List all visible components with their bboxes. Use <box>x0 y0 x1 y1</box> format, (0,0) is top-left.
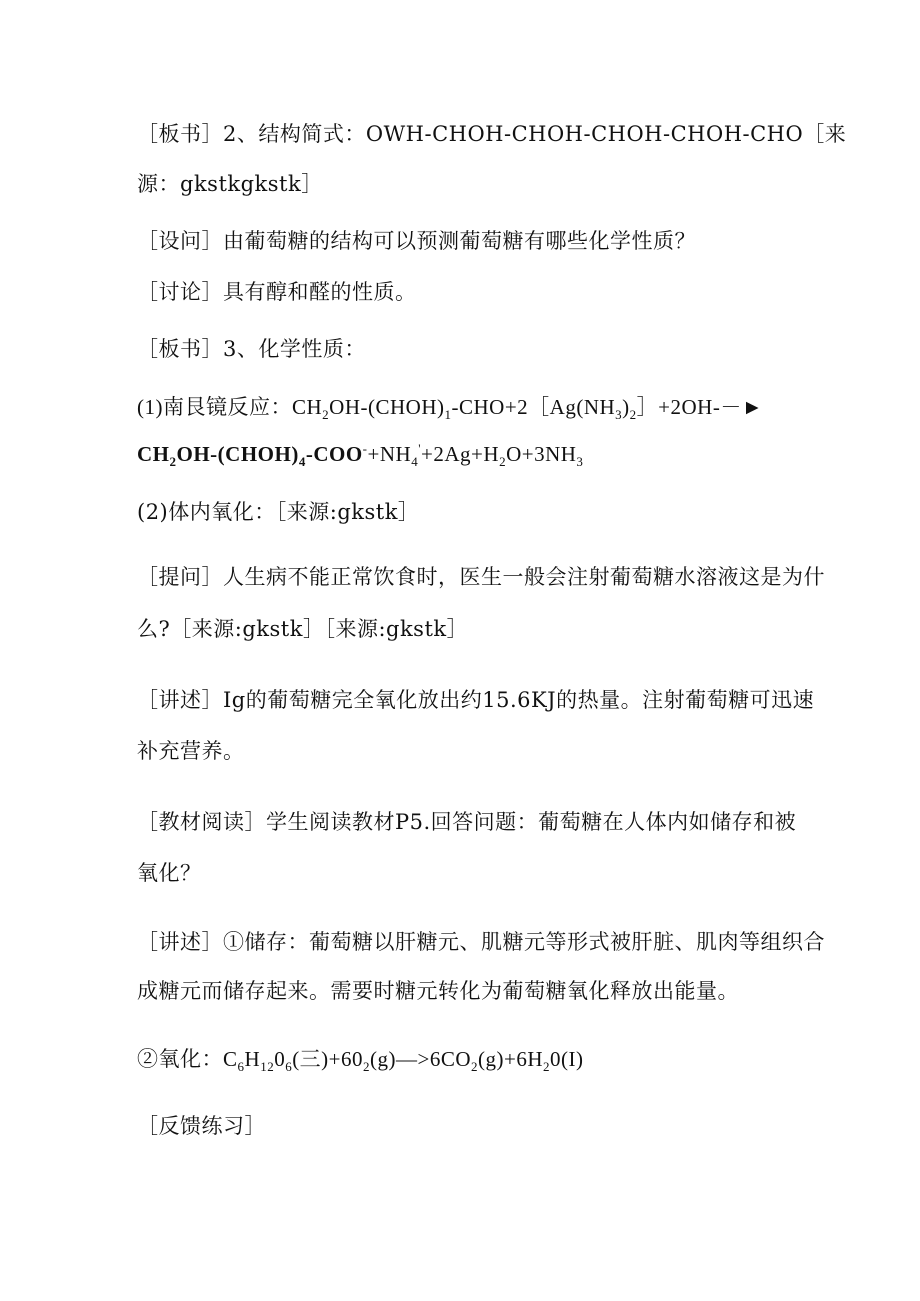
formula-text: (g)+6H <box>478 1047 544 1071</box>
subscript: 3 <box>576 454 584 470</box>
formula-text: OH-(CHOH) <box>329 395 445 419</box>
formula-text: CH <box>137 442 170 466</box>
source-line: 源：gkstkgkstk］ <box>137 172 323 196</box>
formula-text: +NH <box>367 442 412 466</box>
subscript: 12 <box>260 1059 275 1075</box>
formula-text: -CHO+2［Ag(NH <box>451 395 616 419</box>
subscript: 2 <box>322 407 330 423</box>
formula-text: (三)+60 <box>292 1047 364 1071</box>
lecture-storage-cont-line: 成糖元而储存起来。需要时糖元转化为葡萄糖氧化释放出能量。 <box>137 979 739 1003</box>
blackboard-structure-line: ［板书］2、结构简式：OWH-CHOH-CHOH-CHOH-CHOH-CHO［来 <box>137 122 847 146</box>
oxidation-equation-line <box>137 1045 584 1073</box>
formula-text: 0(I) <box>550 1047 584 1071</box>
subscript: 1 <box>444 407 452 423</box>
subscript: 4 <box>411 454 419 470</box>
formula-text: ) <box>622 395 630 419</box>
textbook-reading-line: ［教材阅读］学生阅读教材P5.回答问题：葡萄糖在人体内如储存和被 <box>137 810 797 834</box>
lecture-storage-line: ［讲述］①储存：葡萄糖以肝糖元、肌糖元等形式被肝脏、肌肉等组织合 <box>137 930 825 954</box>
subscript: 4 <box>298 454 306 470</box>
in-body-oxidation-line: (2)体内氧化：［来源:gkstk］ <box>137 500 420 524</box>
formula-text: H <box>244 1047 261 1071</box>
textbook-reading-cont-line: 氧化？ <box>137 861 202 885</box>
prompt-question-cont-line: 么?［来源:gkstk］［来源:gkstk］ <box>137 617 469 641</box>
superscript: ' <box>418 441 422 456</box>
subscript: 2 <box>363 1059 371 1075</box>
silver-mirror-reaction-line <box>137 393 763 421</box>
formula-text: OH-(CHOH) <box>176 442 299 466</box>
prompt-question-line: ［提问］人生病不能正常饮食时，医生一般会注射葡萄糖水溶液这是为什 <box>137 565 825 589</box>
formula-text: (1)南艮镜反应：CH <box>137 395 323 419</box>
subscript: 6 <box>237 1059 245 1075</box>
subscript: 6 <box>285 1059 293 1075</box>
superscript: - <box>362 441 368 456</box>
subscript: 3 <box>615 407 623 423</box>
subscript: 2 <box>629 407 637 423</box>
discussion-line: ［讨论］具有醇和醛的性质。 <box>137 280 417 304</box>
feedback-exercise-line: ［反馈练习］ <box>137 1114 266 1138</box>
formula-text: 0 <box>274 1047 286 1071</box>
lecture-energy-line: ［讲述］Ig的葡萄糖完全氧化放出约15.6KJ的热量。注射葡萄糖可迅速 <box>137 688 815 712</box>
formula-text: (g)—>6CO <box>370 1047 472 1071</box>
formula-text: ②氧化：C <box>137 1047 238 1071</box>
subscript: 2 <box>169 454 177 470</box>
reaction-products-line <box>137 440 583 468</box>
question-line: ［设问］由葡萄糖的结构可以预测葡萄糖有哪些化学性质？ <box>137 229 696 253</box>
blackboard-properties-line: ［板书］3、化学性质： <box>137 337 366 361</box>
formula-text: ］+2OH-－► <box>636 395 764 419</box>
subscript: 2 <box>499 454 507 470</box>
subscript: 2 <box>543 1059 551 1075</box>
lecture-energy-cont-line: 补充营养。 <box>137 739 245 763</box>
subscript: 2 <box>471 1059 479 1075</box>
formula-text: -COO <box>305 442 363 466</box>
formula-text: O+3NH <box>506 442 577 466</box>
formula-text: +2Ag+H <box>421 442 500 466</box>
